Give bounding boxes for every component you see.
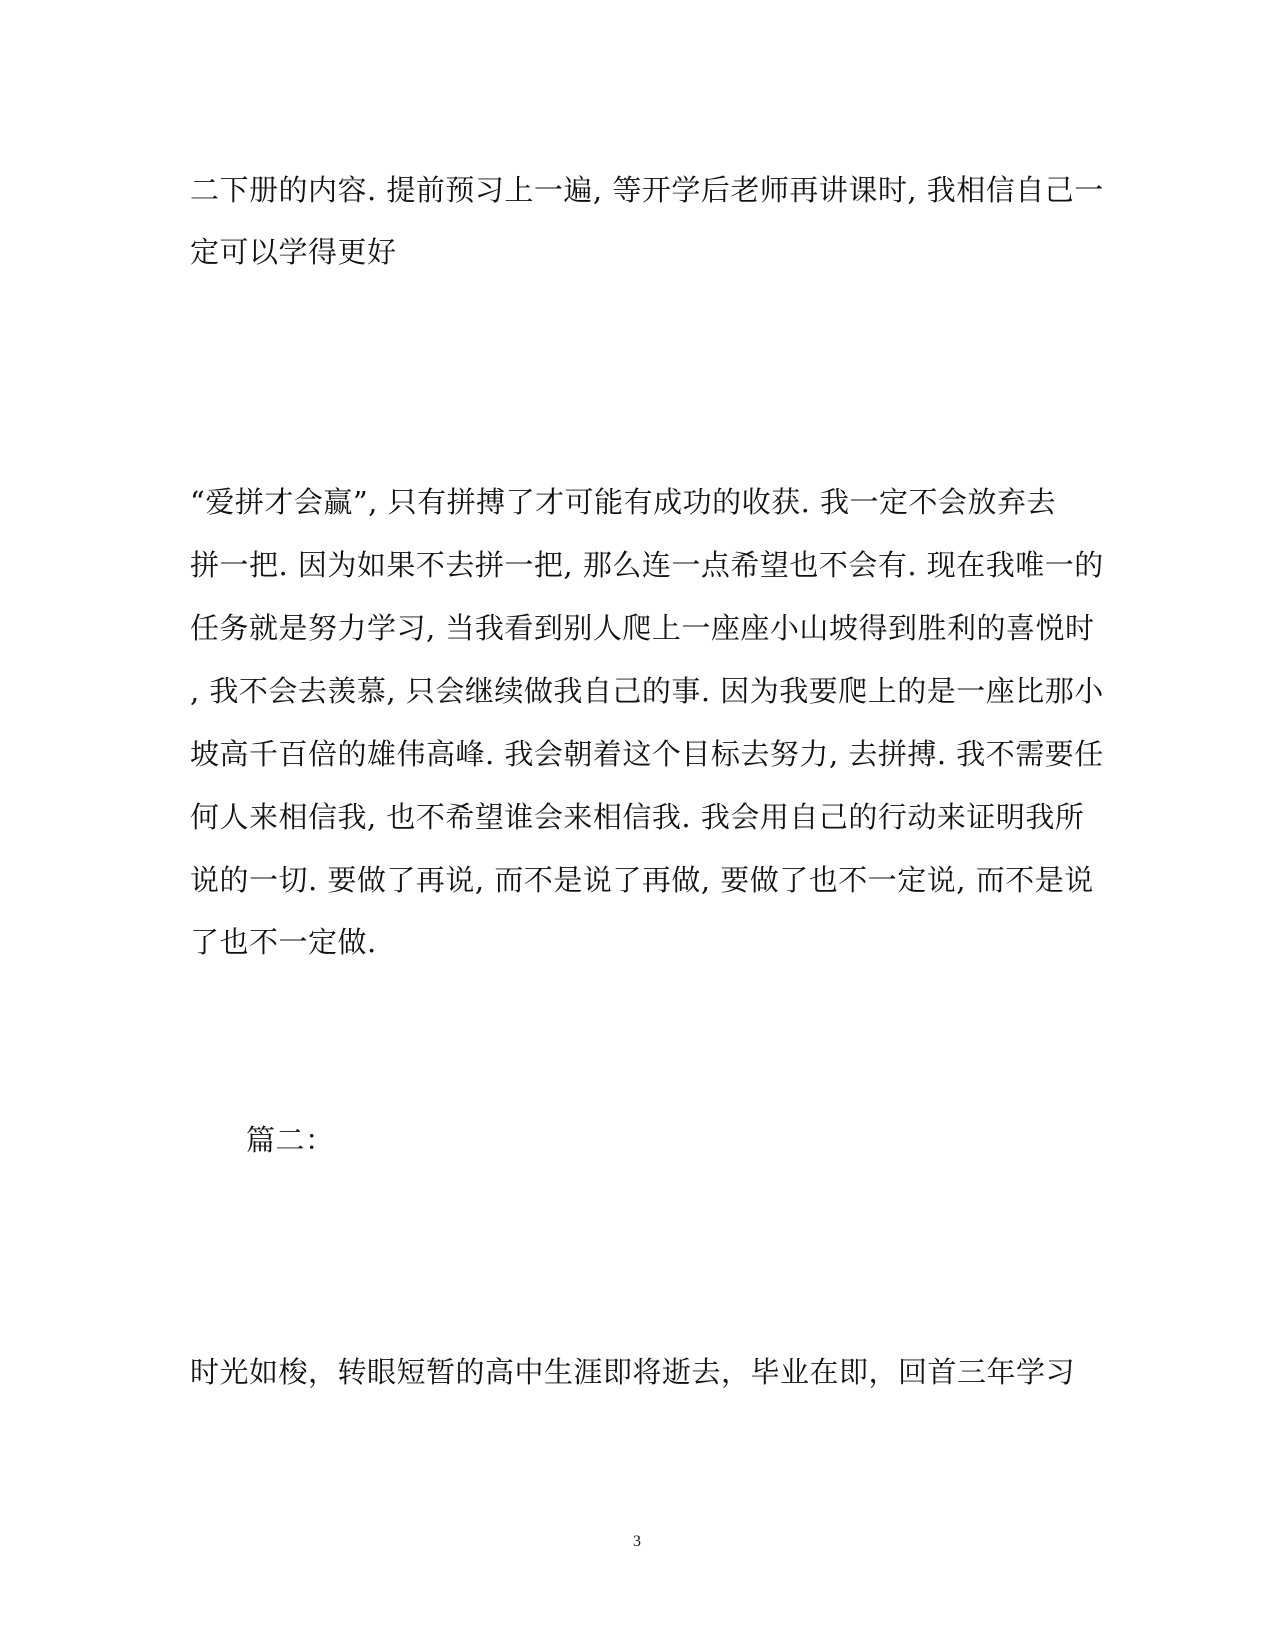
paragraph-2-line-2: 拼一把. 因为如果不去拼一把, 那么连一点希望也不会有. 现在我唯一的 [190,548,1104,582]
paragraph-2-line-3: 任务就是努力学习, 当我看到别人爬上一座座小山坡得到胜利的喜悦时 [190,611,1095,645]
paragraph-1-line-2: 定可以学得更好 [190,235,397,269]
paragraph-2-line-6: 何人来相信我, 也不希望谁会来相信我. 我会用自己的行动来证明我所 [190,800,1085,834]
paragraph-2-line-7: 说的一切. 要做了再说, 而不是说了再做, 要做了也不一定说, 而不是说 [190,863,1094,897]
section-heading: 篇二： [246,1123,335,1157]
page-number: 3 [633,1533,641,1550]
paragraph-3-line-1: 时光如梭，转眼短暂的高中生涯即将逝去，毕业在即，回首三年学习 [190,1355,1076,1389]
paragraph-2-line-5: 坡高千百倍的雄伟高峰. 我会朝着这个目标去努力, 去拼搏. 我不需要任 [190,737,1104,771]
paragraph-2-line-1: “爱拼才会赢”, 只有拼搏了才可能有成功的收获. 我一定不会放弃去 [190,485,1057,519]
paragraph-2-line-4: , 我不会去羡慕, 只会继续做我自己的事. 因为我要爬上的是一座比那小 [190,674,1104,708]
paragraph-1-line-1: 二下册的内容. 提前预习上一遍, 等开学后老师再讲课时, 我相信自己一 [190,173,1104,207]
paragraph-2-line-8: 了也不一定做. [190,925,377,959]
